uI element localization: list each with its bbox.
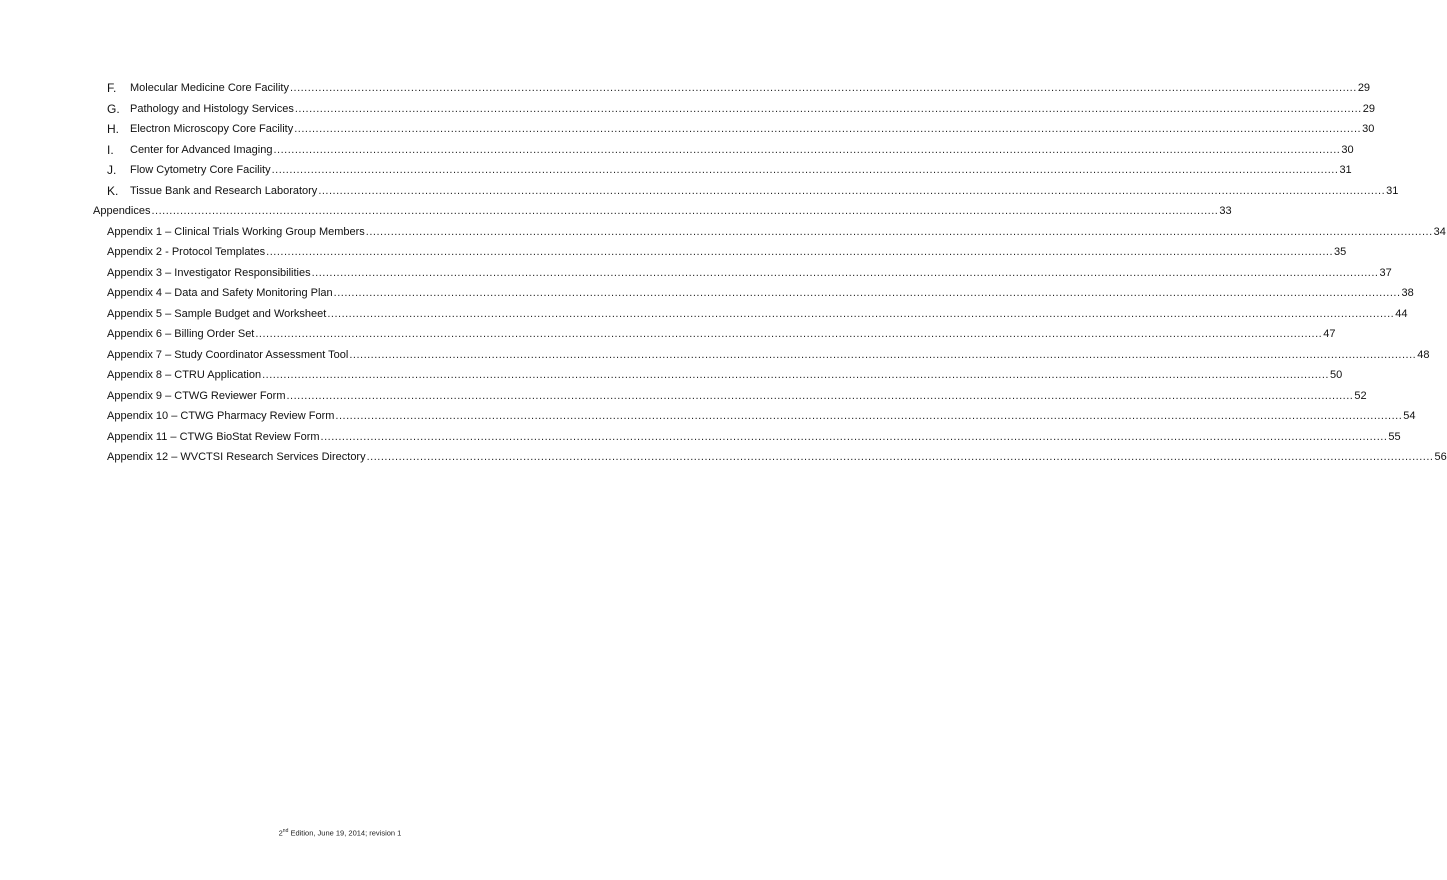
toc-entry-page: 31 bbox=[1339, 164, 1352, 176]
toc-entry-title: Appendix 9 – CTWG Reviewer Form bbox=[107, 386, 287, 407]
footer-edition-suffix: nd bbox=[282, 828, 289, 834]
toc-entry-title: Flow Cytometry Core Facility bbox=[130, 160, 272, 181]
toc-entry-title: Pathology and Histology Services bbox=[130, 99, 295, 120]
toc-entry-title: Appendix 6 – Billing Order Set bbox=[107, 324, 255, 345]
toc-entry-letter: J. bbox=[107, 163, 117, 177]
toc-leader-dots: ............................................................................................................................................................................................................................................................................................................ bbox=[289, 82, 1357, 94]
toc-leader-dots: ............................................................................................................................................................................................................................................................................................................ bbox=[255, 328, 1323, 340]
toc-entry-title: Center for Advanced Imaging bbox=[130, 140, 273, 161]
toc-entry-title: Appendix 2 - Protocol Templates bbox=[107, 242, 266, 263]
toc-leader-dots: ............................................................................................................................................................................................................................................................................................................ bbox=[271, 164, 1339, 176]
toc-entry-molecular-medicine[interactable] bbox=[0, 78, 1371, 99]
footer-edition-number: 2 bbox=[278, 828, 283, 838]
toc-entry-pathology-histology[interactable] bbox=[0, 99, 1375, 120]
toc-entry-advanced-imaging[interactable] bbox=[0, 140, 1354, 161]
toc-entry-page: 35 bbox=[1334, 246, 1347, 258]
table-of-contents bbox=[0, 78, 1447, 468]
toc-entry-title: Tissue Bank and Research Laboratory bbox=[130, 181, 318, 202]
toc-entry-appendix-1[interactable] bbox=[0, 222, 1446, 243]
footer-edition-text: Edition, June 19, 2014; revision 1 bbox=[288, 828, 402, 838]
toc-entry-appendix-2[interactable] bbox=[0, 242, 1347, 263]
toc-entry-letter: K. bbox=[107, 183, 119, 198]
toc-leader-dots: ............................................................................................................................................................................................................................................................................................................ bbox=[333, 287, 1401, 299]
toc-entry-page: 44 bbox=[1395, 307, 1408, 320]
toc-leader-dots: ............................................................................................................................................................................................................................................................................................................ bbox=[262, 369, 1329, 381]
toc-entry-appendix-12[interactable] bbox=[0, 447, 1447, 468]
toc-entry-page: 29 bbox=[1357, 82, 1371, 94]
toc-leader-dots: ............................................................................................................................................................................................................................................................................................................ bbox=[366, 451, 1434, 463]
toc-entry-page: 50 bbox=[1329, 369, 1343, 381]
toc-entry-page: 38 bbox=[1401, 287, 1414, 299]
toc-entry-page: 33 bbox=[1219, 205, 1232, 217]
toc-entry-electron-microscopy[interactable] bbox=[0, 119, 1375, 140]
toc-entry-title: Molecular Medicine Core Facility bbox=[130, 78, 290, 99]
toc-leader-dots: ............................................................................................................................................................................................................................................................................................................ bbox=[327, 307, 1395, 320]
toc-entry-page: 29 bbox=[1362, 102, 1375, 115]
toc-entry-title: Appendix 12 – WVCTSI Research Services Directory bbox=[107, 447, 367, 468]
toc-entry-letter: F. bbox=[107, 81, 117, 95]
toc-entry-page: 31 bbox=[1386, 184, 1399, 197]
toc-entry-appendix-8[interactable] bbox=[0, 365, 1343, 386]
toc-leader-dots: ............................................................................................................................................................................................................................................................................................................ bbox=[365, 225, 1433, 238]
toc-entry-appendices[interactable] bbox=[0, 201, 1232, 222]
toc-entry-title: Appendices bbox=[93, 201, 152, 222]
toc-entry-title: Appendix 1 – Clinical Trials Working Group Members bbox=[107, 222, 366, 243]
toc-entry-appendix-3[interactable] bbox=[0, 263, 1392, 284]
toc-entry-appendix-4[interactable] bbox=[0, 283, 1414, 304]
page-footer bbox=[0, 828, 680, 838]
toc-leader-dots: ............................................................................................................................................................................................................................................................................................................ bbox=[286, 389, 1354, 402]
toc-leader-dots: ............................................................................................................................................................................................................................................................................................................ bbox=[349, 348, 1417, 361]
toc-entry-title: Appendix 10 – CTWG Pharmacy Review Form bbox=[107, 406, 335, 427]
toc-entry-appendix-7[interactable] bbox=[0, 345, 1430, 366]
toc-entry-title: Appendix 7 – Study Coordinator Assessment Tool bbox=[107, 345, 349, 366]
toc-entry-title: Appendix 11 – CTWG BioStat Review Form bbox=[107, 427, 321, 448]
toc-entry-appendix-6[interactable] bbox=[0, 324, 1336, 345]
toc-entry-title: Electron Microscopy Core Facility bbox=[130, 119, 294, 140]
toc-leader-dots: ............................................................................................................................................................................................................................................................................................................ bbox=[273, 143, 1341, 156]
toc-leader-dots: ............................................................................................................................................................................................................................................................................................................ bbox=[311, 266, 1379, 279]
toc-entry-page: 47 bbox=[1323, 328, 1336, 340]
toc-entry-page: 30 bbox=[1341, 143, 1354, 156]
toc-entry-page: 56 bbox=[1434, 451, 1447, 463]
toc-leader-dots: ............................................................................................................................................................................................................................................................................................................ bbox=[266, 246, 1334, 258]
toc-entry-title: Appendix 5 – Sample Budget and Worksheet bbox=[107, 304, 327, 325]
toc-entry-page: 54 bbox=[1403, 410, 1416, 422]
toc-entry-letter: I. bbox=[107, 142, 114, 157]
toc-entry-page: 55 bbox=[1388, 430, 1401, 443]
toc-entry-page: 30 bbox=[1362, 123, 1375, 135]
toc-entry-appendix-10[interactable] bbox=[0, 406, 1416, 427]
toc-leader-dots: ............................................................................................................................................................................................................................................................................................................ bbox=[151, 205, 1219, 217]
toc-entry-title: Appendix 4 – Data and Safety Monitoring Plan bbox=[107, 283, 334, 304]
toc-entry-letter: G. bbox=[107, 101, 120, 116]
toc-leader-dots: ............................................................................................................................................................................................................................................................................................................ bbox=[294, 102, 1362, 115]
toc-entry-tissue-bank[interactable] bbox=[0, 181, 1399, 202]
toc-entry-page: 37 bbox=[1379, 266, 1392, 279]
toc-entry-appendix-5[interactable] bbox=[0, 304, 1408, 325]
toc-entry-flow-cytometry[interactable] bbox=[0, 160, 1352, 181]
toc-entry-page: 48 bbox=[1417, 348, 1430, 361]
toc-entry-page: 52 bbox=[1354, 389, 1367, 402]
toc-entry-page: 34 bbox=[1433, 225, 1446, 238]
toc-entry-letter: H. bbox=[107, 122, 119, 136]
toc-leader-dots: ............................................................................................................................................................................................................................................................................................................ bbox=[320, 430, 1388, 443]
toc-leader-dots: ............................................................................................................................................................................................................................................................................................................ bbox=[294, 123, 1362, 135]
toc-entry-title: Appendix 8 – CTRU Application bbox=[107, 365, 262, 386]
toc-leader-dots: ............................................................................................................................................................................................................................................................................................................ bbox=[318, 184, 1386, 197]
toc-entry-title: Appendix 3 – Investigator Responsibilities bbox=[107, 263, 312, 284]
toc-entry-appendix-11[interactable] bbox=[0, 427, 1401, 448]
toc-leader-dots: ............................................................................................................................................................................................................................................................................................................ bbox=[335, 410, 1403, 422]
toc-entry-appendix-9[interactable] bbox=[0, 386, 1367, 407]
